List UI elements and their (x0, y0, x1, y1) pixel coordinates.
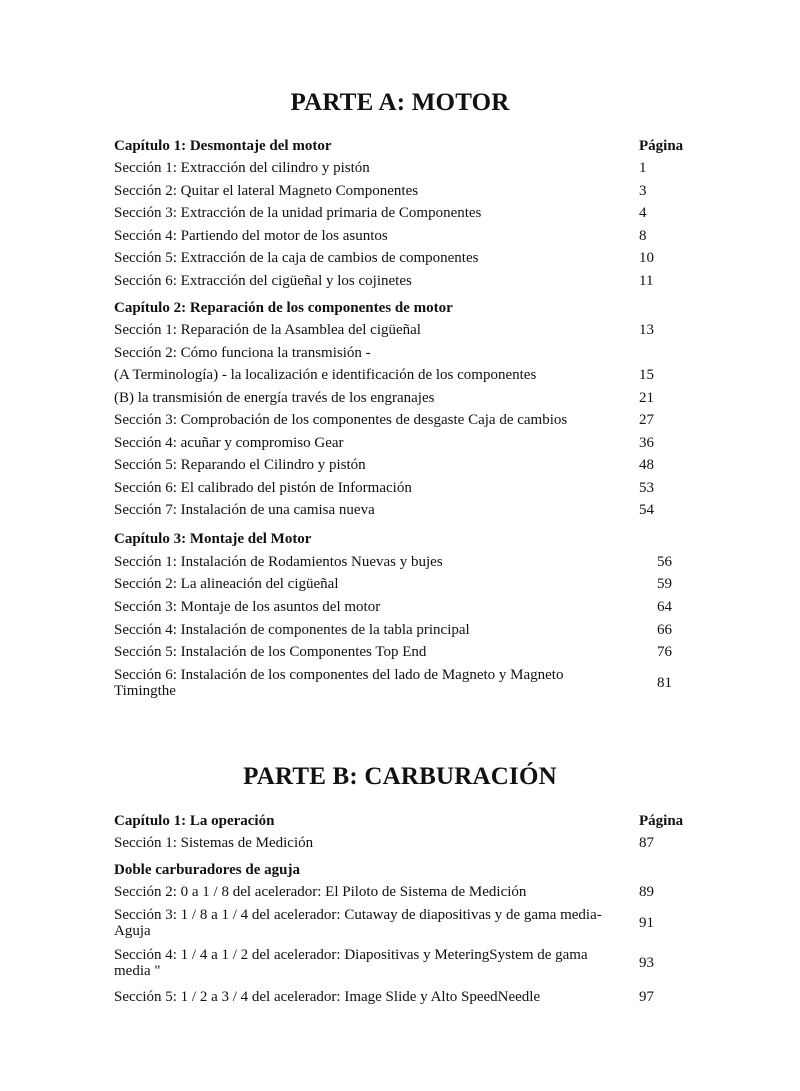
toc-page-number: 15 (639, 367, 654, 383)
toc-entry-text: Sección 2: La alineación del cigüeñal (114, 576, 339, 592)
toc-entry-text: Sección 7: Instalación de una camisa nueva (114, 502, 375, 518)
toc-entry-text: Sección 5: Reparando el Cilindro y pistón (114, 457, 366, 473)
toc-entry-text: Sección 5: Extracción de la caja de cambios de componentes (114, 250, 479, 266)
toc-entry-text: Sección 6: El calibrado del pistón de Información (114, 480, 412, 496)
toc-page-number: 87 (639, 835, 654, 851)
toc-page-number: 59 (657, 576, 672, 592)
chapter-title: Capítulo 1: La operación (114, 813, 275, 829)
toc-page-number: 66 (657, 622, 672, 638)
toc-page-number: 93 (639, 955, 654, 971)
toc-entry-text: Sección 4: acuñar y compromiso Gear (114, 435, 344, 451)
toc-entry-text: Sección 1: Sistemas de Medición (114, 835, 314, 851)
toc-entry-text: Sección 5: Instalación de los Componentes Top End (114, 644, 427, 660)
part-b-title: PARTE B: CARBURACIÓN (243, 763, 557, 790)
toc-page-number: 3 (639, 183, 647, 199)
toc-page-number: 13 (639, 322, 654, 338)
toc-page-number: 21 (639, 390, 654, 406)
chapter-title: Capítulo 3: Montaje del Motor (114, 531, 312, 547)
page-column-header: Página (639, 138, 684, 154)
toc-entry-text: Sección 1: Instalación de Rodamientos Nuevas y bujes (114, 554, 443, 570)
toc-page-number: 36 (639, 435, 654, 451)
toc-page-number: 54 (639, 502, 654, 518)
toc-page-number: 56 (657, 554, 672, 570)
toc-page-number: 4 (639, 205, 647, 221)
toc-entry-text: Sección 3: Comprobación de los componentes de desgaste Caja de cambios (114, 412, 568, 428)
toc-entry-text: Sección 3: 1 / 8 a 1 / 4 del acelerador: Cutaway de diapositivas y de gama media-Aguja (114, 907, 602, 939)
toc-entry-text: Sección 3: Extracción de la unidad primaria de Componentes (114, 205, 482, 221)
toc-entry-text: Sección 2: Cómo funciona la transmisión - (114, 345, 371, 361)
toc-page-number: 64 (657, 599, 672, 615)
toc-entry-text: Sección 3: Montaje de los asuntos del motor (114, 599, 381, 615)
toc-entry-text: (A Terminología) - la localización e identificación de los componentes (114, 367, 537, 383)
toc-entry-text: Sección 1: Reparación de la Asamblea del cigüeñal (114, 322, 421, 338)
toc-page-number: 11 (639, 273, 654, 289)
toc-page-number: 53 (639, 480, 654, 496)
toc-page-number: 91 (639, 915, 654, 931)
toc-entry-text: (B) la transmisión de energía través de los engranajes (114, 390, 435, 406)
toc-page-number: 97 (639, 989, 654, 1005)
toc-page-number: 76 (657, 644, 672, 660)
toc-entry-text: Sección 1: Extracción del cilindro y pistón (114, 160, 370, 176)
page-column-header: Página (639, 813, 684, 829)
chapter-title: Capítulo 2: Reparación de los componentes de motor (114, 300, 453, 316)
toc-page-number: 1 (639, 160, 647, 176)
toc-page-number: 89 (639, 884, 654, 900)
part-a-title: PARTE A: MOTOR (290, 89, 510, 116)
toc-entry-text: Sección 6: Instalación de los componentes del lado de Magneto y Magneto Timingthe (114, 667, 564, 699)
toc-page-number: 10 (639, 250, 654, 266)
toc-entry-text: Sección 2: Quitar el lateral Magneto Componentes (114, 183, 419, 199)
toc-entry-text: Sección 2: 0 a 1 / 8 del acelerador: El Piloto de Sistema de Medición (114, 884, 527, 900)
toc-entry-text: Sección 4: 1 / 4 a 1 / 2 del acelerador: Diapositivas y MeteringSystem de gama media " (114, 947, 588, 979)
toc-entry-text: Sección 5: 1 / 2 a 3 / 4 del acelerador: Image Slide y Alto SpeedNeedle (114, 989, 541, 1005)
toc-entry-text: Sección 4: Partiendo del motor de los asuntos (114, 228, 388, 244)
subsection-title: Doble carburadores de aguja (114, 862, 300, 878)
toc-page-number: 8 (639, 228, 647, 244)
chapter-title: Capítulo 1: Desmontaje del motor (114, 138, 332, 154)
toc-page-number: 27 (639, 412, 654, 428)
toc-entry-text: Sección 4: Instalación de componentes de la tabla principal (114, 622, 470, 638)
toc-page-number: 81 (657, 675, 672, 691)
toc-entry-text: Sección 6: Extracción del cigüeñal y los cojinetes (114, 273, 412, 289)
toc-page-number: 48 (639, 457, 654, 473)
